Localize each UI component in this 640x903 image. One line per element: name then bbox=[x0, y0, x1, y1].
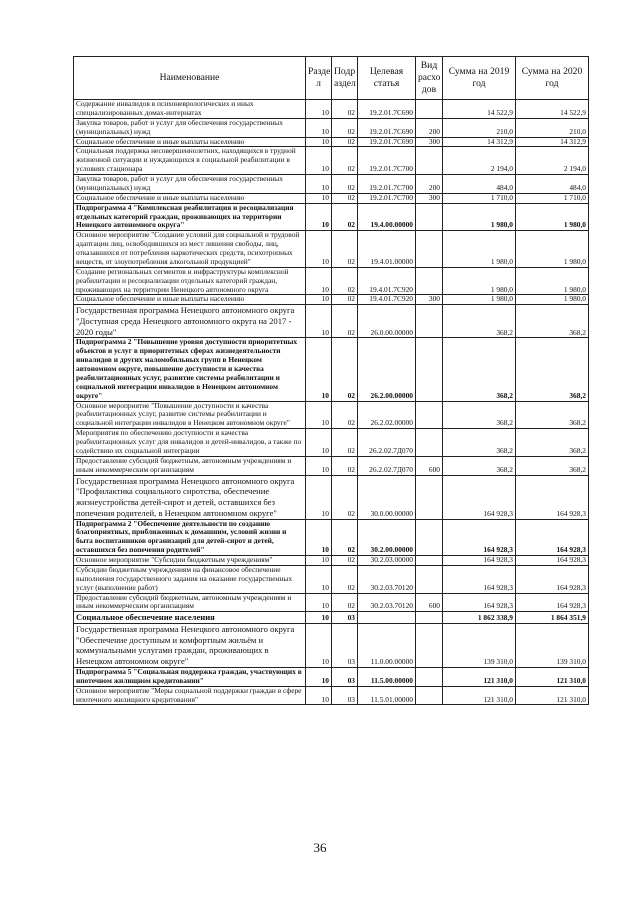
cell-type bbox=[416, 519, 443, 556]
cell-section: 10 bbox=[306, 100, 332, 119]
cell-target: 19.2.01.7С700 bbox=[358, 175, 416, 194]
cell-type bbox=[416, 556, 443, 566]
cell-sum-2019: 164 928,3 bbox=[443, 565, 516, 593]
cell-name: Социальное обеспечение и иные выплаты населению bbox=[74, 137, 306, 147]
cell-subsection: 02 bbox=[332, 147, 358, 175]
cell-name: Социальное обеспечение населения bbox=[74, 612, 306, 624]
cell-sum-2019: 14 522,9 bbox=[443, 100, 516, 119]
table-row bbox=[74, 203, 589, 231]
cell-section: 10 bbox=[306, 565, 332, 593]
header-type: Вид расхо дов bbox=[416, 57, 443, 100]
cell-name: Основное мероприятие "Меры социальной поддержки граждан в сфере ипотечного жилищного кредитования" bbox=[74, 686, 306, 705]
table-row bbox=[74, 456, 589, 475]
table-row bbox=[74, 175, 589, 194]
cell-type bbox=[416, 100, 443, 119]
cell-target: 30.2.00.00000 bbox=[358, 519, 416, 556]
table-row bbox=[74, 624, 589, 668]
cell-sum-2020: 1 980,0 bbox=[516, 267, 589, 295]
cell-name: Социальное обеспечение и иные выплаты населению bbox=[74, 193, 306, 203]
cell-section: 10 bbox=[306, 175, 332, 194]
table-row bbox=[74, 137, 589, 147]
table-row bbox=[74, 100, 589, 119]
cell-section: 10 bbox=[306, 193, 332, 203]
cell-sum-2019: 368,2 bbox=[443, 305, 516, 338]
cell-target: 26.2.00.00000 bbox=[358, 338, 416, 401]
cell-type bbox=[416, 305, 443, 338]
cell-subsection: 02 bbox=[332, 401, 358, 429]
cell-sum-2020: 368,2 bbox=[516, 305, 589, 338]
table-row bbox=[74, 118, 589, 137]
table-row bbox=[74, 593, 589, 612]
cell-type bbox=[416, 624, 443, 668]
header-target: Целевая статья bbox=[358, 57, 416, 100]
cell-type: 200 bbox=[416, 175, 443, 194]
cell-sum-2020: 14 312,9 bbox=[516, 137, 589, 147]
cell-target: 19.4.01.00000 bbox=[358, 231, 416, 268]
table-row bbox=[74, 338, 589, 401]
cell-target: 30.2.03.70120 bbox=[358, 593, 416, 612]
cell-section: 10 bbox=[306, 612, 332, 624]
cell-subsection: 02 bbox=[332, 338, 358, 401]
budget-table bbox=[73, 56, 589, 705]
table-body bbox=[74, 100, 589, 705]
cell-name: Предоставление субсидий бюджетным, автономным учреждениям и иным некоммерческим организациям bbox=[74, 456, 306, 475]
cell-section: 10 bbox=[306, 475, 332, 519]
cell-sum-2019: 164 928,3 bbox=[443, 475, 516, 519]
header-sum-2020: Сумма на 2020 год bbox=[516, 57, 589, 100]
cell-subsection: 02 bbox=[332, 565, 358, 593]
cell-target: 19.2.01.7С690 bbox=[358, 137, 416, 147]
cell-sum-2019: 164 928,3 bbox=[443, 556, 516, 566]
cell-name: Мероприятия по обеспечению доступности и качества реабилитационных услуг для инвалидов и детей-инвалидов, а также по содействию их социальной интеграции bbox=[74, 429, 306, 457]
cell-subsection: 02 bbox=[332, 175, 358, 194]
cell-section: 10 bbox=[306, 147, 332, 175]
cell-subsection: 02 bbox=[332, 203, 358, 231]
cell-target: 19.4.00.00000 bbox=[358, 203, 416, 231]
table-row bbox=[74, 556, 589, 566]
header-sum-2019: Сумма на 2019 год bbox=[443, 57, 516, 100]
cell-sum-2019: 1 980,0 bbox=[443, 267, 516, 295]
cell-target: 26.2.02.7Д070 bbox=[358, 456, 416, 475]
header-section: Разде л bbox=[306, 57, 332, 100]
cell-target: 19.2.01.7С690 bbox=[358, 100, 416, 119]
cell-type bbox=[416, 429, 443, 457]
cell-name: Закупка товаров, работ и услуг для обеспечения государственных (муниципальных) нужд bbox=[74, 118, 306, 137]
cell-sum-2020: 164 928,3 bbox=[516, 565, 589, 593]
cell-section: 10 bbox=[306, 593, 332, 612]
cell-subsection: 02 bbox=[332, 118, 358, 137]
cell-sum-2020: 210,0 bbox=[516, 118, 589, 137]
cell-section: 10 bbox=[306, 295, 332, 305]
cell-name: Социальная поддержка несовершеннолетних, находящихся в трудной жизненной ситуации и нуждающихся в социальной реабилитации в условиях стационара bbox=[74, 147, 306, 175]
cell-sum-2020: 2 194,0 bbox=[516, 147, 589, 175]
cell-name: Предоставление субсидий бюджетным, автономным учреждениям и иным некоммерческим организациям bbox=[74, 593, 306, 612]
header-subsection: Подр аздел bbox=[332, 57, 358, 100]
page-number: 36 bbox=[313, 840, 327, 855]
cell-name: Подпрограмма 2 "Повышение уровня доступности приоритетных объектов и услуг в приоритетных сферах жизнедеятельности инвалидов и других маломобильных групп в Ненецком автономном округе, повышение доступности и качества реабилитационных услуг, развитие системы реабилитации и социальной интеграции инвалидов в Ненецком автономном округе" bbox=[74, 338, 306, 401]
cell-subsection: 03 bbox=[332, 686, 358, 705]
cell-name: Содержание инвалидов в психоневрологических и иных специализированных домах-интернатах bbox=[74, 100, 306, 119]
cell-sum-2020: 164 928,3 bbox=[516, 593, 589, 612]
cell-target: 30.2.03.00000 bbox=[358, 556, 416, 566]
cell-target bbox=[358, 612, 416, 624]
cell-name: Основное мероприятие "Создание условий для социальной и трудовой адаптации лиц, освободившихся из мест лишения свободы, лиц, отказавшихся от потребления наркотических средств, психотропных веществ, от злоупотребления алкогольной продукцией" bbox=[74, 231, 306, 268]
cell-sum-2019: 210,0 bbox=[443, 118, 516, 137]
cell-type bbox=[416, 267, 443, 295]
cell-section: 10 bbox=[306, 429, 332, 457]
cell-subsection: 02 bbox=[332, 519, 358, 556]
cell-subsection: 02 bbox=[332, 305, 358, 338]
table-row bbox=[74, 305, 589, 338]
cell-section: 10 bbox=[306, 118, 332, 137]
cell-sum-2019: 121 310,0 bbox=[443, 686, 516, 705]
cell-sum-2020: 368,2 bbox=[516, 338, 589, 401]
cell-name: Основное мероприятие "Субсидии бюджетным учреждениям" bbox=[74, 556, 306, 566]
header-name: Наименование bbox=[74, 57, 306, 100]
table-row bbox=[74, 686, 589, 705]
cell-sum-2020: 1 980,0 bbox=[516, 203, 589, 231]
cell-sum-2020: 368,2 bbox=[516, 401, 589, 429]
cell-target: 26.0.00.00000 bbox=[358, 305, 416, 338]
cell-name: Субсидии бюджетным учреждениям на финансовое обеспечение выполнения государственного задания на оказание государственных услуг (выполнение работ) bbox=[74, 565, 306, 593]
cell-target: 11.0.00.00000 bbox=[358, 624, 416, 668]
cell-name: Подпрограмма 5 "Социальная поддержка граждан, участвующих в ипотечном жилищном кредитовании" bbox=[74, 667, 306, 686]
cell-target: 11.5.00.00000 bbox=[358, 667, 416, 686]
cell-sum-2020: 164 928,3 bbox=[516, 475, 589, 519]
table-row bbox=[74, 429, 589, 457]
cell-name: Государственная программа Ненецкого автономного округа "Доступная среда Ненецкого автономного округа на 2017 - 2020 годы" bbox=[74, 305, 306, 338]
cell-type bbox=[416, 667, 443, 686]
cell-target: 19.2.01.7С700 bbox=[358, 147, 416, 175]
table-row bbox=[74, 519, 589, 556]
cell-subsection: 02 bbox=[332, 593, 358, 612]
cell-type: 300 bbox=[416, 137, 443, 147]
cell-type: 300 bbox=[416, 193, 443, 203]
cell-sum-2019: 368,2 bbox=[443, 338, 516, 401]
cell-name: Закупка товаров, работ и услуг для обеспечения государственных (муниципальных) нужд bbox=[74, 175, 306, 194]
cell-sum-2020: 368,2 bbox=[516, 456, 589, 475]
table-row bbox=[74, 401, 589, 429]
cell-section: 10 bbox=[306, 203, 332, 231]
cell-sum-2020: 164 928,3 bbox=[516, 556, 589, 566]
table-row bbox=[74, 193, 589, 203]
cell-sum-2019: 368,2 bbox=[443, 401, 516, 429]
table-row bbox=[74, 295, 589, 305]
cell-sum-2020: 1 980,0 bbox=[516, 295, 589, 305]
cell-sum-2020: 14 522,9 bbox=[516, 100, 589, 119]
cell-sum-2020: 139 310,0 bbox=[516, 624, 589, 668]
cell-sum-2019: 2 194,0 bbox=[443, 147, 516, 175]
cell-subsection: 02 bbox=[332, 295, 358, 305]
cell-sum-2019: 139 310,0 bbox=[443, 624, 516, 668]
cell-sum-2020: 484,0 bbox=[516, 175, 589, 194]
cell-type bbox=[416, 338, 443, 401]
cell-subsection: 02 bbox=[332, 193, 358, 203]
cell-target: 26.2.02.7Д070 bbox=[358, 429, 416, 457]
table-row bbox=[74, 667, 589, 686]
cell-section: 10 bbox=[306, 231, 332, 268]
cell-section: 10 bbox=[306, 401, 332, 429]
cell-sum-2020: 164 928,3 bbox=[516, 519, 589, 556]
cell-name: Подпрограмма 4 "Комплексная реабилитация и ресоциализация отдельных категорий граждан, проживающих на территории Ненецкого автономного округа" bbox=[74, 203, 306, 231]
cell-subsection: 02 bbox=[332, 475, 358, 519]
cell-type bbox=[416, 231, 443, 268]
table-row bbox=[74, 231, 589, 268]
cell-subsection: 03 bbox=[332, 612, 358, 624]
cell-section: 10 bbox=[306, 338, 332, 401]
table-row bbox=[74, 612, 589, 624]
cell-type bbox=[416, 686, 443, 705]
cell-section: 10 bbox=[306, 624, 332, 668]
cell-subsection: 02 bbox=[332, 267, 358, 295]
cell-section: 10 bbox=[306, 305, 332, 338]
table-row bbox=[74, 565, 589, 593]
cell-subsection: 03 bbox=[332, 624, 358, 668]
table-row bbox=[74, 475, 589, 519]
cell-type bbox=[416, 203, 443, 231]
cell-sum-2019: 1 980,0 bbox=[443, 203, 516, 231]
cell-section: 10 bbox=[306, 686, 332, 705]
cell-type bbox=[416, 475, 443, 519]
cell-target: 30.2.03.70120 bbox=[358, 565, 416, 593]
cell-sum-2019: 1 710,0 bbox=[443, 193, 516, 203]
cell-type bbox=[416, 147, 443, 175]
cell-subsection: 02 bbox=[332, 456, 358, 475]
cell-name: Подпрограмма 2 "Обеспечение деятельности по созданию благоприятных, приближенных к домашним, условий жизни и быта воспитанников организаций для детей-сирот и детей, оставшихся без попечения родителей" bbox=[74, 519, 306, 556]
cell-sum-2020: 1 710,0 bbox=[516, 193, 589, 203]
cell-section: 10 bbox=[306, 137, 332, 147]
cell-sum-2019: 164 928,3 bbox=[443, 593, 516, 612]
cell-section: 10 bbox=[306, 519, 332, 556]
cell-sum-2019: 484,0 bbox=[443, 175, 516, 194]
cell-section: 10 bbox=[306, 556, 332, 566]
cell-sum-2019: 1 980,0 bbox=[443, 231, 516, 268]
cell-name: Социальное обеспечение и иные выплаты населению bbox=[74, 295, 306, 305]
cell-sum-2020: 368,2 bbox=[516, 429, 589, 457]
table-row bbox=[74, 147, 589, 175]
cell-type: 600 bbox=[416, 456, 443, 475]
cell-type: 300 bbox=[416, 295, 443, 305]
cell-sum-2019: 14 312,9 bbox=[443, 137, 516, 147]
cell-target: 26.2.02.00000 bbox=[358, 401, 416, 429]
cell-subsection: 02 bbox=[332, 556, 358, 566]
cell-sum-2019: 121 310,0 bbox=[443, 667, 516, 686]
cell-sum-2020: 121 310,0 bbox=[516, 667, 589, 686]
cell-type bbox=[416, 612, 443, 624]
cell-sum-2020: 1 980,0 bbox=[516, 231, 589, 268]
cell-sum-2019: 368,2 bbox=[443, 456, 516, 475]
cell-type bbox=[416, 401, 443, 429]
cell-name: Государственная программа Ненецкого автономного округа "Обеспечение доступным и комфортным жильём и коммунальными услугами граждан, проживающих в Ненецком автономном округе" bbox=[74, 624, 306, 668]
cell-target: 19.4.01.7С920 bbox=[358, 267, 416, 295]
cell-sum-2019: 1 862 338,9 bbox=[443, 612, 516, 624]
cell-target: 30.0.00.00000 bbox=[358, 475, 416, 519]
cell-sum-2019: 368,2 bbox=[443, 429, 516, 457]
table-header-row bbox=[74, 57, 589, 100]
cell-name: Государственная программа Ненецкого автономного округа "Профилактика социального сиротства, обеспечение жизнеустройства детей-сирот и детей, оставшихся без попечения родителей, в Ненецком автономном округе" bbox=[74, 475, 306, 519]
cell-type: 200 bbox=[416, 118, 443, 137]
cell-sum-2019: 1 980,0 bbox=[443, 295, 516, 305]
cell-target: 19.2.01.7С690 bbox=[358, 118, 416, 137]
cell-section: 10 bbox=[306, 456, 332, 475]
cell-target: 19.4.01.7С920 bbox=[358, 295, 416, 305]
cell-name: Основное мероприятие "Повышение доступности и качества реабилитационных услуг, развитие системы реабилитации и социальной интеграции инвалидов в Ненецком автономном округе" bbox=[74, 401, 306, 429]
cell-subsection: 02 bbox=[332, 137, 358, 147]
cell-subsection: 03 bbox=[332, 667, 358, 686]
cell-section: 10 bbox=[306, 267, 332, 295]
cell-subsection: 02 bbox=[332, 231, 358, 268]
cell-subsection: 02 bbox=[332, 429, 358, 457]
cell-subsection: 02 bbox=[332, 100, 358, 119]
cell-sum-2020: 1 864 351,9 bbox=[516, 612, 589, 624]
table-row bbox=[74, 267, 589, 295]
cell-name: Создание региональных сегментов и инфраструктуры комплексной реабилитации и ресоциализации отдельных категорий граждан, проживающих на территории Ненецкого автономного округа bbox=[74, 267, 306, 295]
cell-target: 11.5.01.00000 bbox=[358, 686, 416, 705]
cell-type: 600 bbox=[416, 593, 443, 612]
cell-type bbox=[416, 565, 443, 593]
cell-target: 19.2.01.7С700 bbox=[358, 193, 416, 203]
cell-sum-2020: 121 310,0 bbox=[516, 686, 589, 705]
cell-section: 10 bbox=[306, 667, 332, 686]
cell-sum-2019: 164 928,3 bbox=[443, 519, 516, 556]
